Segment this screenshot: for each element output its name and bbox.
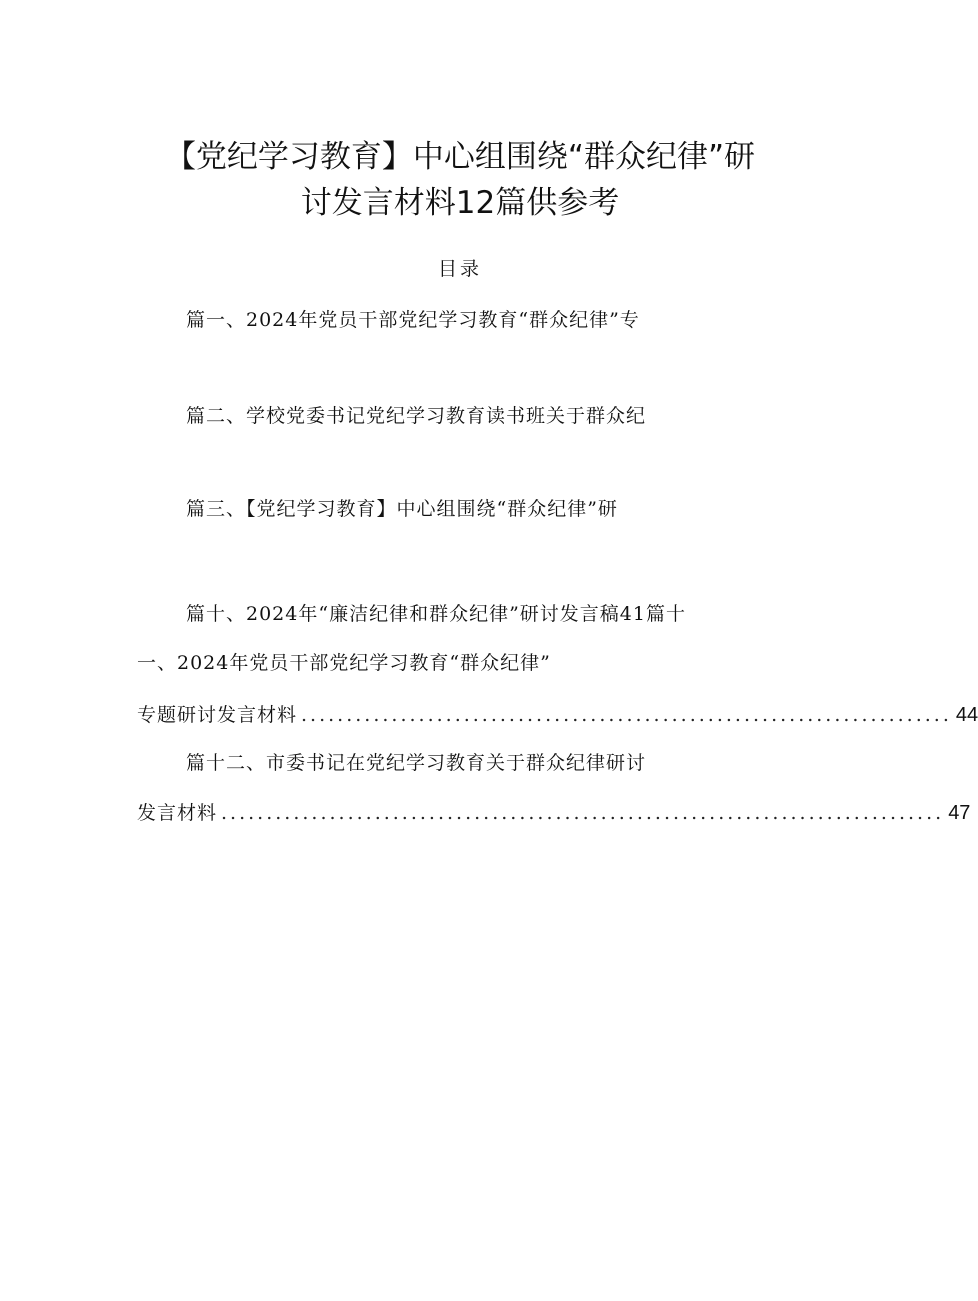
toc-item-11-page-number: 44	[955, 704, 978, 726]
toc-item-12-line-1[interactable]: 篇十二、市委书记在党纪学习教育关于群众纪律研讨	[186, 752, 647, 774]
toc-heading: 目录	[437, 258, 482, 280]
toc-item-11-leader: ........................................................................	[301, 704, 952, 726]
document-title-line-2: 讨发言材料12篇供参考	[300, 185, 620, 221]
toc-item-12-leader: ................................................................................	[221, 802, 945, 824]
document-title-line-1: 【党纪学习教育】中心组围绕“群众纪律”研	[164, 139, 756, 175]
toc-item-1[interactable]: 篇一、2024年党员干部党纪学习教育“群众纪律”专	[186, 309, 640, 331]
toc-item-12-page-number: 47	[948, 802, 971, 824]
toc-item-11-line-1[interactable]: 一、2024年党员干部党纪学习教育“群众纪律”	[137, 652, 551, 674]
toc-item-3[interactable]: 篇三、【党纪学习教育】中心组围绕“群众纪律”研	[186, 498, 618, 520]
toc-item-11-entry[interactable]	[137, 701, 978, 729]
toc-item-10[interactable]: 篇十、2024年“廉洁纪律和群众纪律”研讨发言稿41篇十	[186, 603, 686, 625]
toc-item-11-line-2: 专题研讨发言材料	[137, 704, 298, 726]
toc-item-12-entry[interactable]	[137, 799, 971, 827]
toc-item-12-line-2: 发言材料	[137, 802, 218, 824]
toc-item-2[interactable]: 篇二、学校党委书记党纪学习教育读书班关于群众纪	[186, 405, 647, 427]
